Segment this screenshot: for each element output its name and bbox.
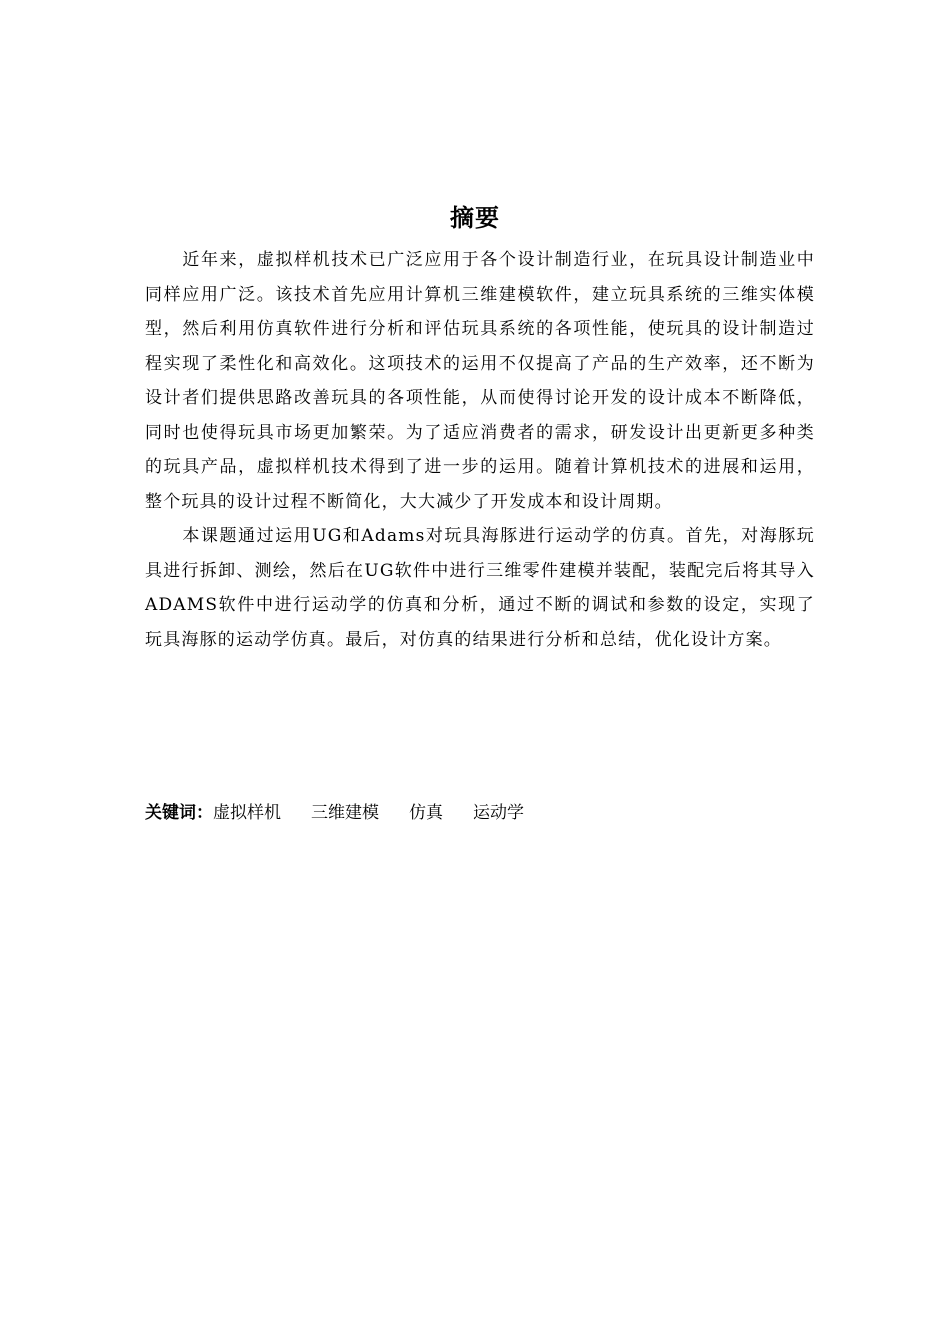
abstract-title: 摘要 xyxy=(450,204,500,232)
keyword-item: 运动学 xyxy=(473,803,524,823)
abstract-body xyxy=(145,243,815,657)
keyword-item: 虚拟样机 xyxy=(213,803,281,823)
abstract-paragraph-1: 近年来，虚拟样机技术已广泛应用于各个设计制造行业，在玩具设计制造业中同样应用广泛。该技术首先应用计算机三维建模软件，建立玩具系统的三维实体模型，然后利用仿真软件进行分析和评估玩具系统的各项性能，使玩具的设计制造过程实现了柔性化和高效化。这项技术的运用不仅提高了产品的生产效率，还不断为设计者们提供思路改善玩具的各项性能，从而使得讨论开发的设计成本不断降低，同时也使得玩具市场更加繁荣。为了适应消费者的需求，研发设计出更新更多种类的玩具产品，虚拟样机技术得到了进一步的运用。随着计算机技术的进展和运用，整个玩具的设计过程不断简化，大大减少了开发成本和设计周期。 xyxy=(145,250,815,512)
keyword-item: 三维建模 xyxy=(311,803,379,823)
keyword-item: 仿真 xyxy=(409,803,443,823)
keywords-line xyxy=(145,796,815,830)
keywords-label: 关键词： xyxy=(145,803,213,823)
abstract-paragraph-2: 本课题通过运用UG和Adams对玩具海豚进行运动学的仿真。首先，对海豚玩具进行拆卸、测绘，然后在UG软件中进行三维零件建模并装配，装配完后将其导入ADAMS软件中进行运动学的仿真和分析，通过不断的调试和参数的设定，实现了玩具海豚的运动学仿真。最后，对仿真的结果进行分析和总结，优化设计方案。 xyxy=(145,526,815,650)
